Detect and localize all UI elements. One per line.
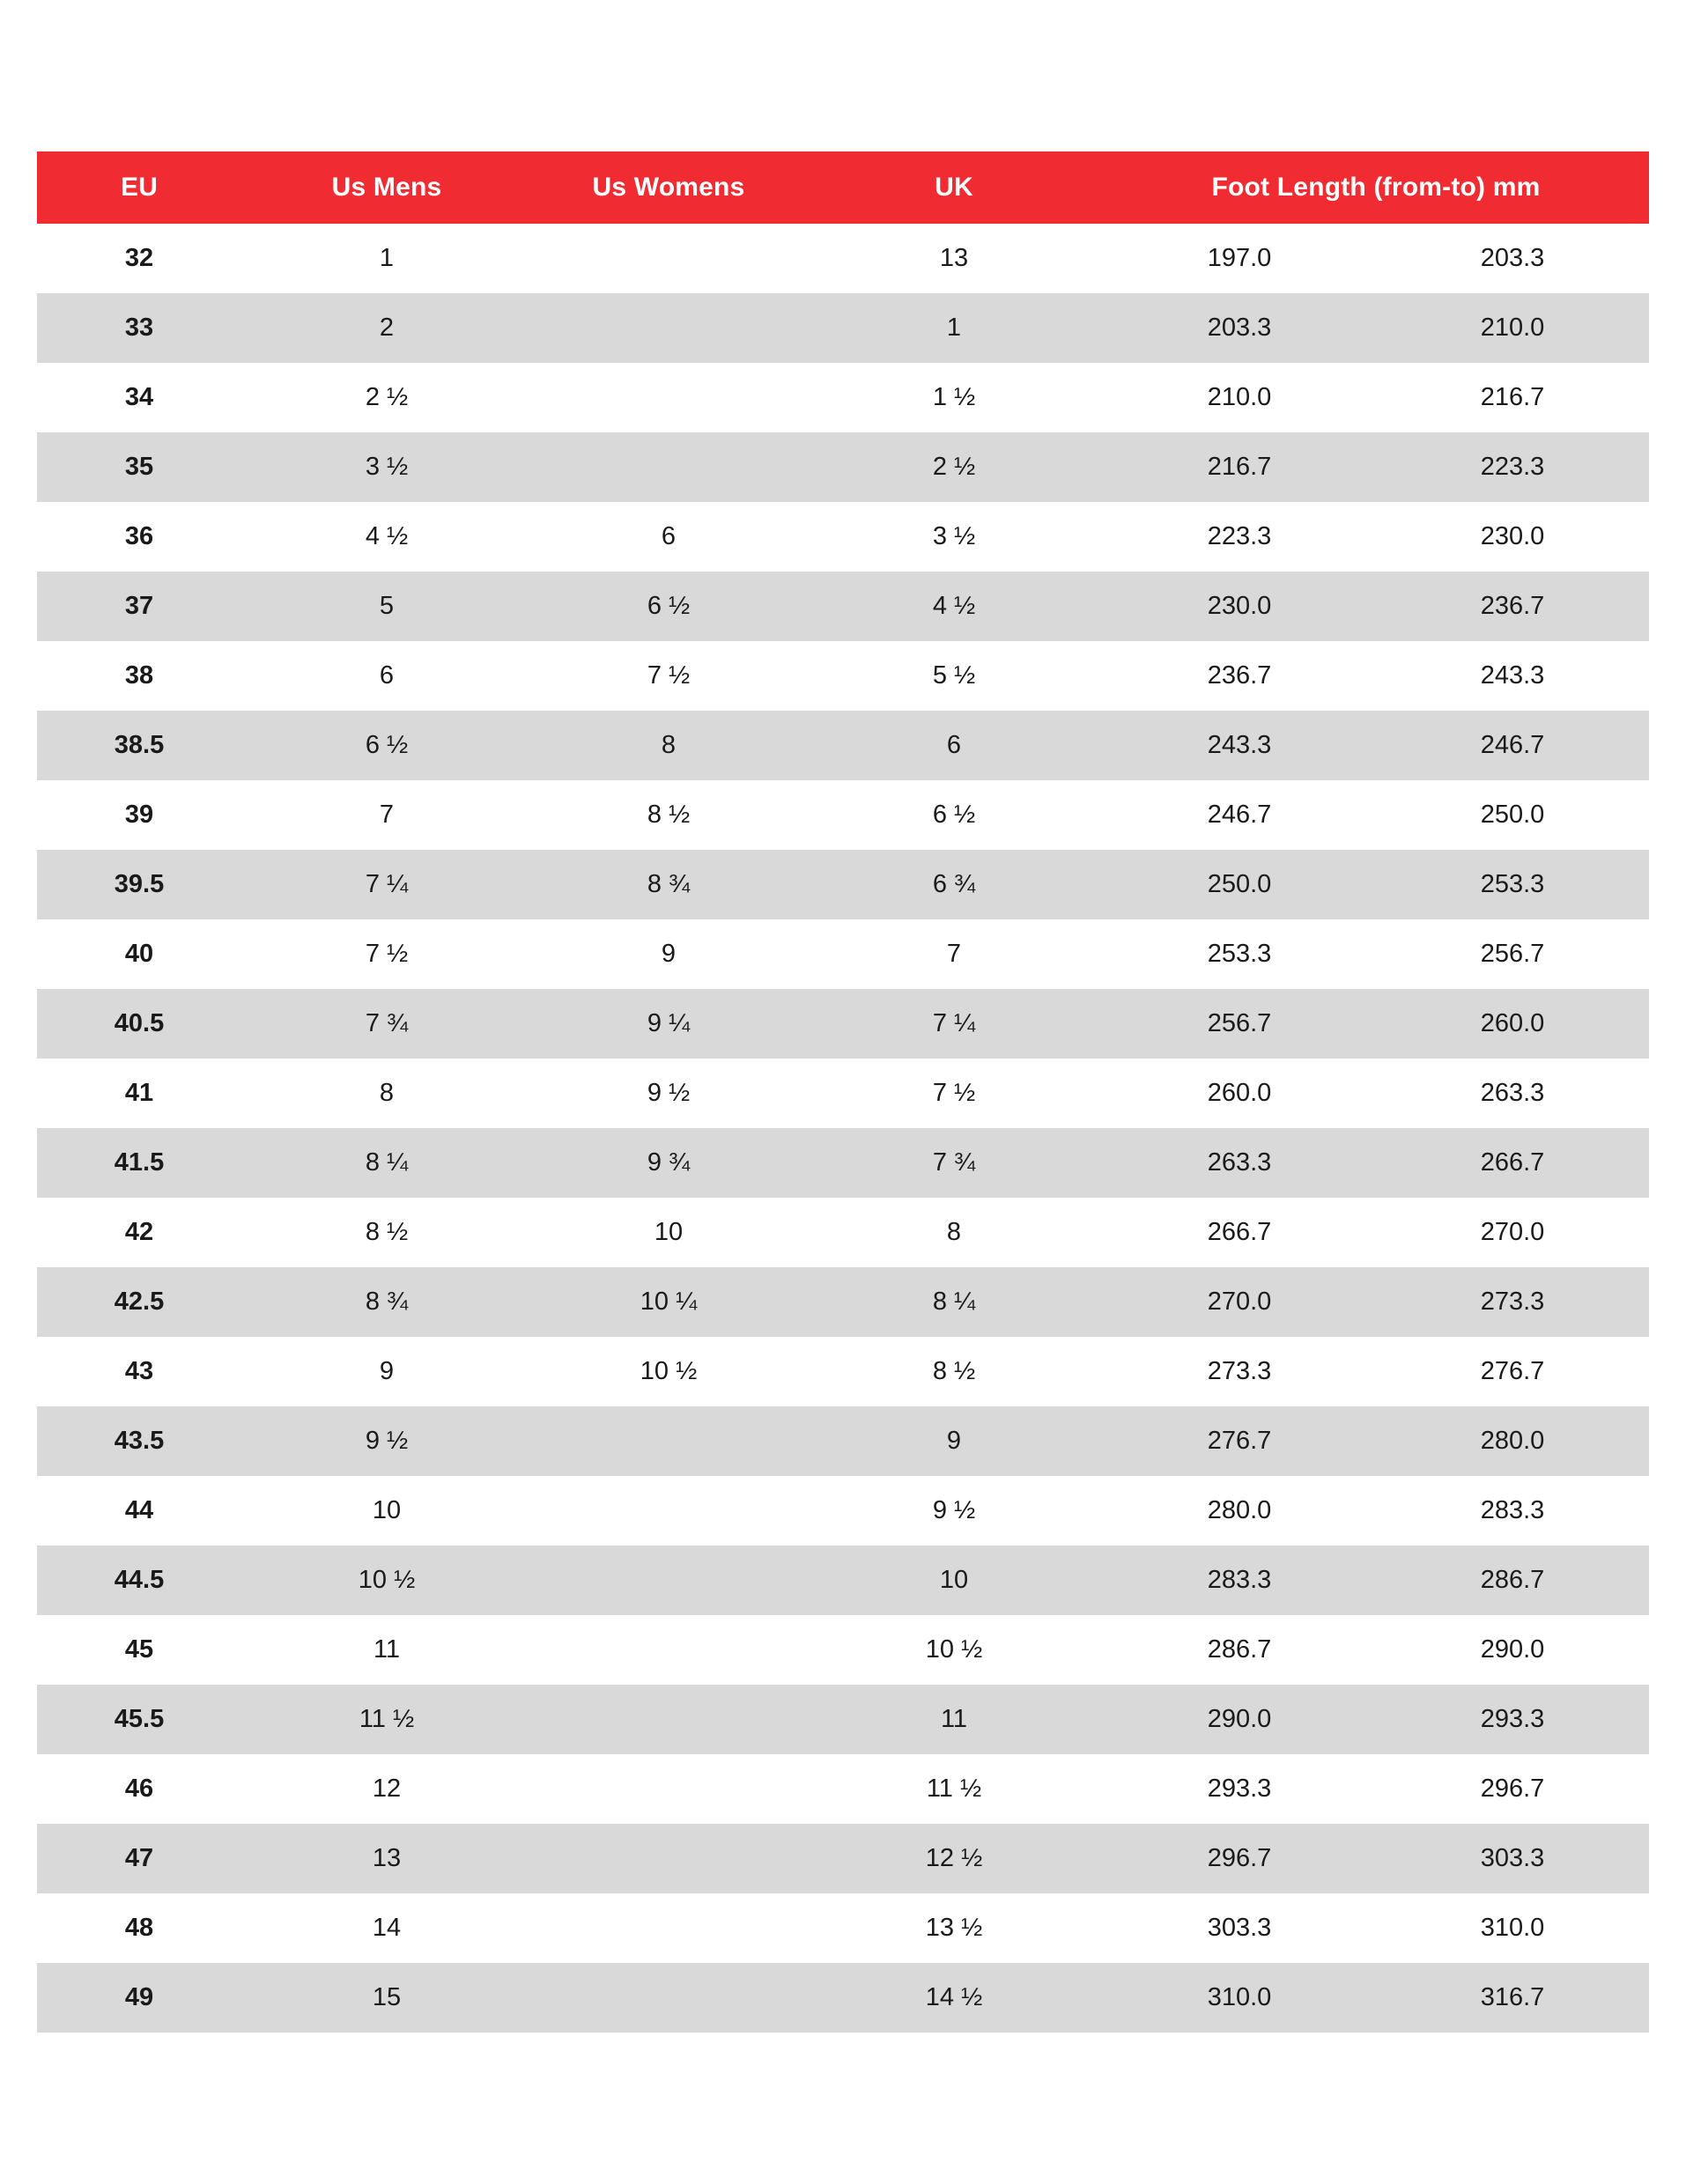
cell-uk: 6 ½ xyxy=(805,780,1103,850)
cell-us-womens: 10 ¼ xyxy=(532,1267,805,1337)
cell-eu: 43 xyxy=(37,1337,241,1406)
table-row xyxy=(37,919,1649,989)
cell-foot-length-from: 216.7 xyxy=(1103,432,1376,502)
cell-foot-length-from: 303.3 xyxy=(1103,1893,1376,1963)
table-row xyxy=(37,1128,1649,1198)
cell-foot-length-to: 286.7 xyxy=(1376,1546,1649,1615)
cell-uk: 7 ¾ xyxy=(805,1128,1103,1198)
cell-foot-length-to: 316.7 xyxy=(1376,1963,1649,2033)
cell-foot-length-to: 276.7 xyxy=(1376,1337,1649,1406)
cell-foot-length-to: 216.7 xyxy=(1376,363,1649,432)
table-row xyxy=(37,989,1649,1059)
cell-eu: 49 xyxy=(37,1963,241,2033)
cell-eu: 35 xyxy=(37,432,241,502)
cell-us-mens: 12 xyxy=(241,1754,532,1824)
header-row xyxy=(37,151,1649,224)
table-header xyxy=(37,151,1649,224)
cell-us-womens xyxy=(532,1406,805,1476)
cell-foot-length-to: 270.0 xyxy=(1376,1198,1649,1267)
cell-us-womens: 7 ½ xyxy=(532,641,805,711)
cell-uk: 10 xyxy=(805,1546,1103,1615)
cell-uk: 8 ½ xyxy=(805,1337,1103,1406)
cell-eu: 47 xyxy=(37,1824,241,1893)
cell-us-womens xyxy=(532,1824,805,1893)
table-row xyxy=(37,432,1649,502)
cell-us-mens: 6 ½ xyxy=(241,711,532,780)
cell-uk: 9 ½ xyxy=(805,1476,1103,1546)
cell-us-mens: 7 xyxy=(241,780,532,850)
cell-foot-length-to: 246.7 xyxy=(1376,711,1649,780)
table-row xyxy=(37,293,1649,363)
cell-us-mens: 5 xyxy=(241,572,532,641)
cell-foot-length-from: 310.0 xyxy=(1103,1963,1376,2033)
table-row xyxy=(37,1406,1649,1476)
cell-us-womens xyxy=(532,363,805,432)
cell-uk: 7 ½ xyxy=(805,1059,1103,1128)
cell-eu: 44.5 xyxy=(37,1546,241,1615)
cell-foot-length-to: 290.0 xyxy=(1376,1615,1649,1685)
cell-eu: 33 xyxy=(37,293,241,363)
cell-foot-length-from: 260.0 xyxy=(1103,1059,1376,1128)
table-row xyxy=(37,711,1649,780)
cell-eu: 38 xyxy=(37,641,241,711)
cell-foot-length-from: 270.0 xyxy=(1103,1267,1376,1337)
cell-us-womens: 9 ¼ xyxy=(532,989,805,1059)
table-row xyxy=(37,850,1649,919)
cell-us-womens xyxy=(532,1893,805,1963)
cell-us-mens: 15 xyxy=(241,1963,532,2033)
cell-us-mens: 3 ½ xyxy=(241,432,532,502)
cell-foot-length-from: 230.0 xyxy=(1103,572,1376,641)
cell-uk: 6 xyxy=(805,711,1103,780)
cell-foot-length-to: 263.3 xyxy=(1376,1059,1649,1128)
cell-us-womens xyxy=(532,1476,805,1546)
cell-eu: 41 xyxy=(37,1059,241,1128)
cell-us-womens: 6 xyxy=(532,502,805,572)
cell-us-womens xyxy=(532,1685,805,1754)
table-row xyxy=(37,1615,1649,1685)
cell-us-womens xyxy=(532,1615,805,1685)
cell-foot-length-to: 250.0 xyxy=(1376,780,1649,850)
cell-us-womens: 9 xyxy=(532,919,805,989)
cell-foot-length-from: 243.3 xyxy=(1103,711,1376,780)
cell-foot-length-to: 293.3 xyxy=(1376,1685,1649,1754)
cell-eu: 40 xyxy=(37,919,241,989)
cell-foot-length-from: 236.7 xyxy=(1103,641,1376,711)
cell-foot-length-from: 280.0 xyxy=(1103,1476,1376,1546)
table-row xyxy=(37,780,1649,850)
cell-foot-length-from: 256.7 xyxy=(1103,989,1376,1059)
cell-us-mens: 8 ¾ xyxy=(241,1267,532,1337)
table-row xyxy=(37,1198,1649,1267)
cell-us-womens: 8 ¾ xyxy=(532,850,805,919)
cell-foot-length-from: 246.7 xyxy=(1103,780,1376,850)
cell-foot-length-to: 230.0 xyxy=(1376,502,1649,572)
cell-us-mens: 7 ¼ xyxy=(241,850,532,919)
cell-uk: 8 ¼ xyxy=(805,1267,1103,1337)
cell-uk: 13 ½ xyxy=(805,1893,1103,1963)
header-us-womens: Us Womens xyxy=(532,151,805,224)
cell-us-mens: 4 ½ xyxy=(241,502,532,572)
cell-eu: 45 xyxy=(37,1615,241,1685)
cell-foot-length-from: 290.0 xyxy=(1103,1685,1376,1754)
cell-eu: 46 xyxy=(37,1754,241,1824)
cell-us-mens: 9 ½ xyxy=(241,1406,532,1476)
table-row xyxy=(37,1824,1649,1893)
cell-us-mens: 10 ½ xyxy=(241,1546,532,1615)
cell-uk: 7 xyxy=(805,919,1103,989)
cell-uk: 13 xyxy=(805,224,1103,293)
table-row xyxy=(37,502,1649,572)
cell-uk: 14 ½ xyxy=(805,1963,1103,2033)
cell-uk: 9 xyxy=(805,1406,1103,1476)
cell-uk: 10 ½ xyxy=(805,1615,1103,1685)
cell-us-womens xyxy=(532,1546,805,1615)
cell-us-womens: 6 ½ xyxy=(532,572,805,641)
cell-uk: 6 ¾ xyxy=(805,850,1103,919)
cell-us-womens: 8 xyxy=(532,711,805,780)
cell-eu: 34 xyxy=(37,363,241,432)
cell-foot-length-to: 253.3 xyxy=(1376,850,1649,919)
cell-us-womens xyxy=(532,293,805,363)
cell-us-mens: 10 xyxy=(241,1476,532,1546)
cell-us-womens: 9 ½ xyxy=(532,1059,805,1128)
cell-eu: 44 xyxy=(37,1476,241,1546)
cell-uk: 3 ½ xyxy=(805,502,1103,572)
cell-us-womens: 9 ¾ xyxy=(532,1128,805,1198)
header-us-mens: Us Mens xyxy=(241,151,532,224)
cell-us-mens: 14 xyxy=(241,1893,532,1963)
cell-uk: 12 ½ xyxy=(805,1824,1103,1893)
cell-foot-length-to: 236.7 xyxy=(1376,572,1649,641)
cell-us-womens xyxy=(532,1754,805,1824)
cell-eu: 37 xyxy=(37,572,241,641)
cell-us-mens: 8 ½ xyxy=(241,1198,532,1267)
cell-eu: 36 xyxy=(37,502,241,572)
table-row xyxy=(37,1893,1649,1963)
cell-eu: 42 xyxy=(37,1198,241,1267)
cell-us-mens: 2 ½ xyxy=(241,363,532,432)
header-eu: EU xyxy=(37,151,241,224)
cell-us-womens xyxy=(532,1963,805,2033)
cell-foot-length-to: 243.3 xyxy=(1376,641,1649,711)
header-uk: UK xyxy=(805,151,1103,224)
cell-eu: 40.5 xyxy=(37,989,241,1059)
cell-foot-length-to: 280.0 xyxy=(1376,1406,1649,1476)
table-row xyxy=(37,641,1649,711)
cell-us-womens: 10 ½ xyxy=(532,1337,805,1406)
cell-eu: 48 xyxy=(37,1893,241,1963)
cell-us-mens: 6 xyxy=(241,641,532,711)
cell-eu: 38.5 xyxy=(37,711,241,780)
cell-us-mens: 2 xyxy=(241,293,532,363)
cell-uk: 4 ½ xyxy=(805,572,1103,641)
table-row xyxy=(37,1963,1649,2033)
cell-us-mens: 11 ½ xyxy=(241,1685,532,1754)
cell-eu: 43.5 xyxy=(37,1406,241,1476)
table-row xyxy=(37,224,1649,293)
cell-foot-length-from: 210.0 xyxy=(1103,363,1376,432)
cell-foot-length-to: 310.0 xyxy=(1376,1893,1649,1963)
table-row xyxy=(37,1476,1649,1546)
cell-foot-length-to: 283.3 xyxy=(1376,1476,1649,1546)
table-row xyxy=(37,1546,1649,1615)
cell-eu: 39 xyxy=(37,780,241,850)
cell-uk: 1 ½ xyxy=(805,363,1103,432)
cell-foot-length-from: 276.7 xyxy=(1103,1406,1376,1476)
cell-us-womens xyxy=(532,432,805,502)
shoe-size-table xyxy=(37,151,1649,2033)
cell-uk: 11 ½ xyxy=(805,1754,1103,1824)
cell-foot-length-to: 296.7 xyxy=(1376,1754,1649,1824)
table-row xyxy=(37,363,1649,432)
cell-uk: 7 ¼ xyxy=(805,989,1103,1059)
cell-eu: 41.5 xyxy=(37,1128,241,1198)
size-chart-container xyxy=(37,151,1649,2033)
cell-foot-length-from: 223.3 xyxy=(1103,502,1376,572)
table-row xyxy=(37,1059,1649,1128)
table-body xyxy=(37,224,1649,2033)
cell-us-mens: 9 xyxy=(241,1337,532,1406)
cell-eu: 39.5 xyxy=(37,850,241,919)
cell-us-mens: 11 xyxy=(241,1615,532,1685)
cell-uk: 1 xyxy=(805,293,1103,363)
cell-foot-length-from: 286.7 xyxy=(1103,1615,1376,1685)
cell-us-mens: 8 ¼ xyxy=(241,1128,532,1198)
cell-foot-length-from: 253.3 xyxy=(1103,919,1376,989)
cell-foot-length-to: 260.0 xyxy=(1376,989,1649,1059)
cell-foot-length-to: 203.3 xyxy=(1376,224,1649,293)
cell-foot-length-from: 283.3 xyxy=(1103,1546,1376,1615)
cell-uk: 8 xyxy=(805,1198,1103,1267)
cell-eu: 32 xyxy=(37,224,241,293)
cell-foot-length-to: 256.7 xyxy=(1376,919,1649,989)
cell-foot-length-to: 266.7 xyxy=(1376,1128,1649,1198)
table-row xyxy=(37,1685,1649,1754)
cell-eu: 45.5 xyxy=(37,1685,241,1754)
table-row xyxy=(37,572,1649,641)
cell-foot-length-from: 293.3 xyxy=(1103,1754,1376,1824)
cell-uk: 5 ½ xyxy=(805,641,1103,711)
cell-foot-length-from: 197.0 xyxy=(1103,224,1376,293)
table-row xyxy=(37,1754,1649,1824)
cell-us-womens: 10 xyxy=(532,1198,805,1267)
cell-foot-length-to: 273.3 xyxy=(1376,1267,1649,1337)
table-row xyxy=(37,1337,1649,1406)
cell-uk: 2 ½ xyxy=(805,432,1103,502)
cell-eu: 42.5 xyxy=(37,1267,241,1337)
cell-foot-length-from: 296.7 xyxy=(1103,1824,1376,1893)
cell-foot-length-to: 303.3 xyxy=(1376,1824,1649,1893)
cell-us-womens xyxy=(532,224,805,293)
cell-foot-length-from: 203.3 xyxy=(1103,293,1376,363)
cell-foot-length-from: 266.7 xyxy=(1103,1198,1376,1267)
cell-foot-length-from: 263.3 xyxy=(1103,1128,1376,1198)
cell-us-mens: 1 xyxy=(241,224,532,293)
header-foot-length: Foot Length (from-to) mm xyxy=(1103,151,1649,224)
cell-foot-length-from: 250.0 xyxy=(1103,850,1376,919)
cell-foot-length-to: 223.3 xyxy=(1376,432,1649,502)
table-row xyxy=(37,1267,1649,1337)
cell-foot-length-from: 273.3 xyxy=(1103,1337,1376,1406)
cell-us-mens: 13 xyxy=(241,1824,532,1893)
cell-us-mens: 7 ½ xyxy=(241,919,532,989)
cell-us-womens: 8 ½ xyxy=(532,780,805,850)
cell-uk: 11 xyxy=(805,1685,1103,1754)
cell-us-mens: 7 ¾ xyxy=(241,989,532,1059)
cell-us-mens: 8 xyxy=(241,1059,532,1128)
cell-foot-length-to: 210.0 xyxy=(1376,293,1649,363)
